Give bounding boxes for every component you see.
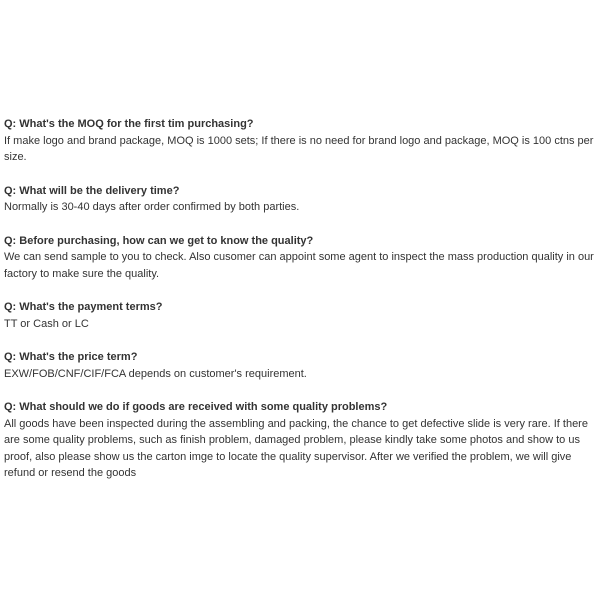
faq-question: Q: Before purchasing, how can we get to know the quality?	[4, 234, 314, 247]
faq-answer: All goods have been inspected during the assembling and packing, the chance to get defective slide is very rare. If there are some quality problems, such as finish problem, damaged problem, please kindly take some photos and show to us proof, also please show us the carton imge to locate the quality supervisor. After we verified the problem, we will give refund or resend the goods	[4, 417, 588, 479]
faq-item-delivery	[4, 183, 596, 216]
faq-item-payment	[4, 299, 596, 332]
faq-answer: EXW/FOB/CNF/CIF/FCA depends on customer's requirement.	[4, 367, 307, 380]
faq-item-quality	[4, 233, 596, 283]
faq-question: Q: What should we do if goods are received with some quality problems?	[4, 401, 388, 413]
faq-answer: If make logo and brand package, MOQ is 1000 sets; If there is no need for brand logo and package, MOQ is 100 ctns per size.	[4, 134, 594, 163]
faq-question: Q: What's the payment terms?	[4, 301, 163, 313]
faq-question: Q: What's the MOQ for the first tim purchasing?	[4, 118, 254, 130]
faq-answer: We can send sample to you to check. Also cusomer can appoint some agent to inspect the mass production quality in our factory to make sure the quality.	[4, 251, 594, 280]
faq-section	[4, 116, 596, 499]
faq-question: Q: What's the price term?	[4, 351, 138, 363]
faq-item-problems	[4, 399, 596, 482]
faq-answer: Normally is 30-40 days after order confirmed by both parties.	[4, 201, 300, 213]
faq-item-moq	[4, 116, 596, 166]
faq-question: Q: What will be the delivery time?	[4, 184, 180, 197]
faq-item-price	[4, 349, 596, 382]
faq-answer: TT or Cash or LC	[4, 317, 89, 330]
